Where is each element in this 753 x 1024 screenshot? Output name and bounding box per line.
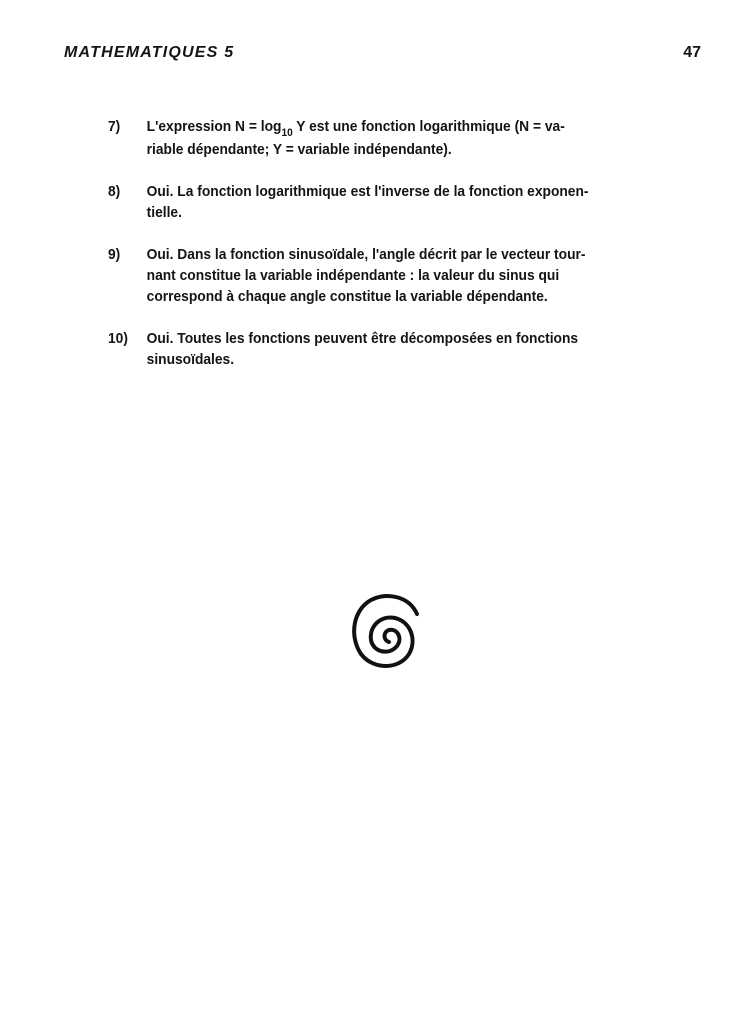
page-number: 47 xyxy=(683,44,701,61)
running-header-title: MATHEMATIQUES 5 xyxy=(64,44,235,61)
answer-number: 8) xyxy=(108,183,121,200)
answer-line: Oui. Toutes les fonctions peuvent être décomposées en fonctions xyxy=(146,330,579,347)
spiral-stroke xyxy=(354,596,417,666)
answer-item-10 xyxy=(108,328,660,370)
answer-item-7 xyxy=(108,116,660,160)
answer-line: Oui. Dans la fonction sinusoïdale, l'angle décrit par le vecteur tour- xyxy=(146,246,586,263)
spiral-icon xyxy=(343,588,423,672)
answer-item-8 xyxy=(108,181,660,223)
answer-number: 7) xyxy=(108,118,121,135)
answer-text xyxy=(147,244,660,307)
answer-text xyxy=(147,116,660,160)
answer-line: Oui. La fonction logarithmique est l'inverse de la fonction exponen- xyxy=(146,183,589,200)
answer-line: nant constitue la variable indépendante : la valeur du sinus qui xyxy=(146,267,560,284)
log-base-subscript: 10 xyxy=(281,127,293,139)
answer-line: tielle. xyxy=(146,204,182,221)
formula-text: L'expression N = log xyxy=(146,118,282,135)
answer-number: 10) xyxy=(108,330,128,347)
answer-line: riable dépendante; Y = variable indépendante). xyxy=(146,141,452,158)
answer-line: sinusoïdales. xyxy=(146,351,235,368)
answer-text xyxy=(147,181,660,223)
formula-continuation: Y est une fonction logarithmique (N = va- xyxy=(292,118,565,135)
answer-list xyxy=(108,116,708,391)
answer-number: 9) xyxy=(108,246,121,263)
answer-line xyxy=(147,116,660,139)
answer-line: correspond à chaque angle constitue la variable dépendante. xyxy=(146,288,548,305)
answer-text xyxy=(147,328,660,370)
answer-item-9 xyxy=(108,244,660,307)
